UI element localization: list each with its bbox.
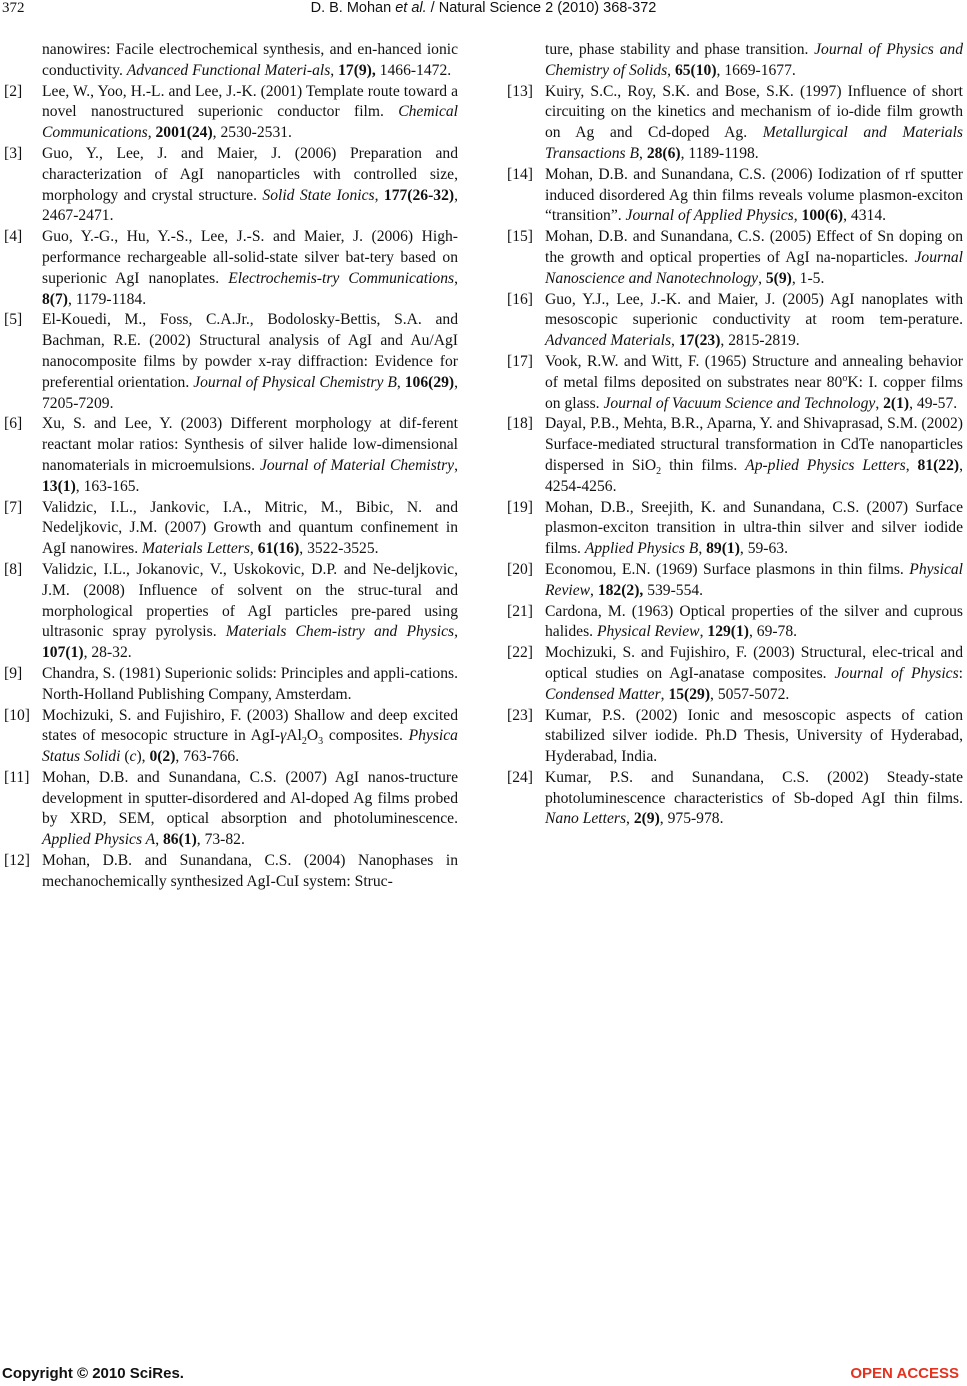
reference-text <box>42 560 458 664</box>
reference-text-segment: Electrochemis-try Communications <box>228 269 455 287</box>
reference-text-segment: Journal Nanoscience and Nanotechnology <box>545 248 963 287</box>
reference-text-segment: , 1-5. <box>791 269 825 287</box>
reference-text-segment: 2(9) <box>633 810 660 828</box>
reference-number: [22] <box>507 644 533 662</box>
reference-text-segment: Al <box>286 727 302 745</box>
reference-text <box>42 82 458 144</box>
reference-text <box>545 290 963 352</box>
reference-text-segment: , <box>396 373 405 391</box>
reference-entry <box>507 602 963 644</box>
reference-text-segment: Mohan, D.B. and Sunandana, C.S. (2007) AgI nanos-tructure development in sputter-disordered and Al-doped Ag films probed by XRD, SEM, optical absorption and photoluminescence. <box>42 768 458 828</box>
reference-text-segment: c <box>129 748 137 766</box>
reference-text-segment: 2001(24) <box>155 124 213 142</box>
reference-text-segment: 86(1) <box>162 831 197 849</box>
reference-text-segment: Materials Letters <box>142 540 250 558</box>
reference-number: [10] <box>4 706 30 724</box>
reference-text-segment: 65(10) <box>674 61 717 79</box>
reference-text-segment: , <box>667 61 675 79</box>
reference-text-segment: , <box>793 207 802 225</box>
references-left-column <box>4 40 458 893</box>
references-right-column <box>507 40 963 830</box>
reference-text-segment: , 1179-1184. <box>67 290 147 308</box>
reference-text-segment: 539-554. <box>643 581 704 599</box>
reference-text-segment: Chandra, S. (1981) Superionic solids: Principles and appli-cations. North-Holland Publishing Company, Amsterdam. <box>42 664 458 703</box>
reference-number: [19] <box>507 498 533 516</box>
reference-text-segment: , 2815-2819. <box>720 332 800 350</box>
running-head-authors: D. B. Mohan <box>310 0 396 16</box>
reference-text-segment: 106(29) <box>404 373 455 391</box>
reference-text-segment: Nano Letters <box>545 810 627 828</box>
reference-text-segment: γ <box>280 727 287 745</box>
reference-text-segment: Mohan, D.B. and Sunandana, C.S. (2004) Nanophases in mechanochemically synthesized AgI-CuI system: Struc- <box>42 852 458 890</box>
reference-entry <box>507 165 963 227</box>
reference-text-segment: Kuiry, S.C., Roy, S.K. and Bose, S.K. (1997) Influence of short circuiting on the kinetics and mechanism of io-dide film growth on Ag and Cd-doped Ag. <box>545 82 963 142</box>
running-head <box>0 0 967 16</box>
reference-entry <box>507 352 963 414</box>
reference-number: [13] <box>507 82 533 100</box>
reference-text-segment: , <box>639 144 647 162</box>
reference-text-segment: Journal of Vacuum Science and Technology <box>603 394 876 412</box>
reference-entry <box>4 664 458 706</box>
reference-entry <box>4 706 458 768</box>
reference-text-segment: , <box>758 269 766 287</box>
reference-text-segment: Dayal, P.B., Mehta, B.R., Aparna, Y. and Shivaprasad, S.M. (2002) Surface-mediated structural transformation in CdTe nanoparticles dispersed in SiO <box>545 415 963 474</box>
reference-text-segment: , 4254-4256. <box>545 456 963 495</box>
reference-text-segment: , <box>454 623 459 641</box>
reference-text-segment: , 975-978. <box>659 810 724 828</box>
reference-number <box>507 40 545 82</box>
reference-text-segment: 1466-1472. <box>375 61 452 79</box>
reference-text-segment: Journal of Physics and Chemistry of Solids <box>545 41 963 79</box>
reference-text-segment: nanowires: Facile electrochemical synthesis, and en-hanced ionic conductivity. <box>42 41 458 79</box>
reference-text-segment: 89(1) <box>706 540 740 558</box>
reference-text <box>42 664 458 706</box>
reference-text-segment: Kumar, P.S. (2002) Ionic and mesoscopic aspects of cation stabilized silver iodide. Ph.D Thesis, University of Hyderabad, Hyderabad, India. <box>545 706 963 766</box>
reference-text-segment: 2(1) <box>883 394 910 412</box>
page-number: 372 <box>2 0 25 16</box>
reference-text <box>545 643 963 705</box>
reference-text-segment: Applied Physics A <box>42 831 156 849</box>
reference-text-segment: , 5057-5072. <box>710 685 790 703</box>
reference-text-segment: 28(6) <box>646 144 681 162</box>
reference-entry <box>507 82 963 165</box>
reference-number: [20] <box>507 560 533 578</box>
reference-entry <box>4 82 458 144</box>
reference-text <box>42 144 458 227</box>
reference-text-segment: , <box>905 456 918 474</box>
reference-text-segment: Vook, R.W. and Witt, F. (1965) Structure and annealing behavior of metal films deposited on substrates near 80 <box>545 352 963 391</box>
reference-text <box>545 352 963 414</box>
reference-text-segment: , <box>875 394 884 412</box>
reference-text-segment: , 49-57. <box>909 394 958 412</box>
reference-text-segment: Physical Review <box>545 560 963 599</box>
reference-number: [17] <box>507 352 533 370</box>
reference-text-segment: , <box>330 61 339 79</box>
reference-text-segment: 100(6) <box>801 207 844 225</box>
reference-text-segment: , 59-63. <box>739 540 788 558</box>
reference-text-segment: ), <box>136 748 150 766</box>
reference-entry <box>507 706 963 768</box>
reference-text-segment: Journal of Physical Chemistry B <box>193 373 397 391</box>
reference-entry <box>4 498 458 560</box>
reference-text <box>545 414 963 497</box>
reference-text-segment: Condensed Matter <box>545 685 661 703</box>
reference-text <box>545 165 963 227</box>
reference-text <box>42 310 458 414</box>
reference-text-segment: Physical Review <box>596 623 700 641</box>
reference-text-segment: Validzic, I.L., Jokanovic, V., Uskokovic, D.P. and Ne-deljkovic, J.M. (2008) Influence of solvent on the struc-tural and morphological properties of AgI particles pre-pared using ultrasonic spray pyrolysis. <box>42 560 458 641</box>
reference-number: [18] <box>507 415 533 433</box>
reference-text <box>42 414 458 497</box>
reference-text-segment: 15(29) <box>668 685 711 703</box>
reference-text-segment: Validzic, I.L., Jankovic, I.A., Mitric, M., Bibic, N. and Nedeljkovic, J.M. (2007) Growth and quantum confinement in AgI nanowires. <box>42 498 458 558</box>
reference-text <box>545 560 963 602</box>
reference-number: [15] <box>507 228 533 246</box>
reference-text-segment: , 69-78. <box>748 623 798 641</box>
reference-text-segment: , 2530-2531. <box>212 124 292 142</box>
reference-text-segment: composites. <box>323 727 409 745</box>
copyright-notice: Copyright © 2010 SciRes. <box>2 1365 184 1382</box>
reference-text <box>42 227 458 310</box>
reference-text-segment: , 2467-2471. <box>42 186 458 225</box>
reference-number: [12] <box>4 852 30 870</box>
reference-text-segment: 2 <box>656 466 662 478</box>
reference-text-segment: ( <box>120 748 130 766</box>
reference-text-segment: : <box>958 664 963 682</box>
reference-text-segment: 129(1) <box>707 623 749 641</box>
reference-text <box>42 498 458 560</box>
reference-number: [9] <box>4 664 23 682</box>
reference-text-segment: Guo, Y.J., Lee, J.-K. and Maier, J. (2005) AgI nanoplates with mesoscopic superionic conductivity at room tem-perature. <box>545 290 963 329</box>
reference-text-segment: thin films. <box>661 456 746 474</box>
reference-text-segment: 17(23) <box>678 332 721 350</box>
reference-text-segment: , <box>249 540 258 558</box>
reference-entry <box>507 643 963 705</box>
reference-entry <box>507 290 963 352</box>
reference-text-segment: 61(16) <box>257 540 300 558</box>
reference-text-segment: , <box>626 810 634 828</box>
reference-entry <box>4 414 458 497</box>
reference-text-segment: Mohan, D.B., Sreejith, K. and Sunandana, C.S. (2007) Surface plasmon-exciton transition in ultra-thin silver and silver iodide films. <box>545 498 963 558</box>
reference-entry <box>507 498 963 560</box>
reference-text-segment: Chemical Communications <box>42 103 458 142</box>
reference-text-segment: , 763-766. <box>175 748 240 766</box>
reference-text-segment: Journal of Applied Physics <box>625 207 794 225</box>
reference-entry <box>507 227 963 289</box>
reference-number: [14] <box>507 165 533 183</box>
reference-text-segment: 17(9), <box>338 61 376 79</box>
reference-text-segment: , <box>454 269 459 287</box>
reference-text-segment: Advanced Functional Materi-als <box>126 61 331 79</box>
reference-entry <box>507 768 963 830</box>
reference-text-segment: 8(7) <box>42 290 68 308</box>
reference-text-segment: El-Kouedi, M., Foss, C.A.Jr., Bodolosky-Bettis, S.A. and Bachman, R.E. (2002) Structural analysis of AgI and Au/AgI nanocomposite films by powder x-ray diffraction: Evidence for preferential orientation. <box>42 311 458 391</box>
reference-text-segment: , 3522-3525. <box>299 540 379 558</box>
reference-text-segment: , <box>454 456 458 474</box>
reference-entry <box>507 560 963 602</box>
reference-text-segment: , <box>699 623 708 641</box>
reference-number: [6] <box>4 415 23 433</box>
reference-text-segment: , 28-32. <box>83 644 132 662</box>
reference-number: [21] <box>507 602 533 620</box>
reference-text <box>545 82 963 165</box>
open-access-label: OPEN ACCESS <box>850 1365 959 1382</box>
reference-entry <box>507 414 963 497</box>
reference-text <box>545 768 963 830</box>
reference-text-segment: , <box>147 124 156 142</box>
reference-text-segment: 177(26-32) <box>383 186 455 204</box>
reference-number <box>4 40 42 82</box>
reference-text-segment: Materials Chem-istry and Physics <box>225 623 455 641</box>
reference-text-segment: , <box>698 540 707 558</box>
reference-entry <box>4 40 458 82</box>
running-head-et-al: et al. <box>395 0 427 16</box>
reference-text <box>545 498 963 560</box>
reference-text-segment: O <box>306 727 319 745</box>
reference-text-segment: ture, phase stability and phase transition. <box>545 41 815 58</box>
reference-text <box>42 40 458 82</box>
reference-text-segment: , <box>671 332 679 350</box>
reference-entry <box>4 144 458 227</box>
reference-text <box>42 851 458 893</box>
reference-text <box>42 768 458 851</box>
reference-entry <box>4 851 458 893</box>
reference-text-segment: , <box>590 581 598 599</box>
reference-entry <box>4 560 458 664</box>
reference-text-segment: o <box>842 372 848 384</box>
reference-text-segment: 81(22) <box>917 456 960 474</box>
reference-text-segment: Guo, Y., Lee, J. and Maier, J. (2006) Preparation and characterization of AgI nanoparticles with controlled size, morphology and crystal structure. <box>42 144 458 204</box>
reference-text-segment: 13(1) <box>42 477 76 495</box>
reference-text-segment: , 73-82. <box>196 831 245 849</box>
reference-number: [7] <box>4 498 23 516</box>
reference-text <box>545 706 963 768</box>
reference-text-segment: , <box>374 186 384 204</box>
reference-text <box>545 227 963 289</box>
reference-number: [4] <box>4 228 23 246</box>
reference-text <box>545 40 963 82</box>
reference-text-segment: 5(9) <box>765 269 792 287</box>
reference-text-segment: , 163-165. <box>75 477 140 495</box>
reference-text-segment: Mochizuki, S. and Fujishiro, F. (2003) Shallow and deep excited states of mesocopic structure in AgI- <box>42 706 458 745</box>
reference-text-segment: Journal of Physics <box>834 664 959 682</box>
reference-text-segment: , <box>155 831 163 849</box>
reference-number: [3] <box>4 144 23 162</box>
reference-text-segment: Ap-plied Physics Letters <box>745 456 906 474</box>
reference-text-segment: Physica Status Solidi <box>42 727 458 766</box>
reference-entry <box>4 768 458 851</box>
reference-number: [8] <box>4 560 23 578</box>
reference-text-segment: Advanced Materials <box>545 332 672 350</box>
reference-text-segment: 3 <box>318 736 324 748</box>
reference-text-segment: 0(2) <box>149 748 176 766</box>
reference-number: [11] <box>4 768 30 786</box>
reference-number: [2] <box>4 82 23 100</box>
reference-text-segment: Xu, S. and Lee, Y. (2003) Different morphology at dif-ferent reactant molar ratios: Synthesis of silver halide low-dimensional nanomaterials in microemulsions. <box>42 415 458 474</box>
reference-text <box>545 602 963 644</box>
reference-text <box>42 706 458 768</box>
reference-entry <box>4 227 458 310</box>
reference-text-segment: , 1669-1677. <box>716 61 796 79</box>
reference-text-segment: , <box>660 685 669 703</box>
reference-number: [23] <box>507 706 533 724</box>
reference-number: [5] <box>4 311 23 329</box>
reference-text-segment: Cardona, M. (1963) Optical properties of the silver and cuprous halides. <box>545 602 963 641</box>
reference-text-segment: Guo, Y.-G., Hu, Y.-S., Lee, J.-S. and Maier, J. (2006) High-performance rechargeable all-solid-state silver bat-tery based on superionic AgI nanoplates. <box>42 228 458 287</box>
running-head-journal: / Natural Science 2 (2010) 368-372 <box>426 0 657 16</box>
reference-text-segment: Mochizuki, S. and Fujishiro, F. (2003) Structural, elec-trical and optical studies on AgI-anatase composites. <box>545 644 963 682</box>
reference-text-segment: 182(2), <box>597 581 644 599</box>
reference-entry <box>507 40 963 82</box>
reference-text-segment: Mohan, D.B. and Sunandana, C.S. (2006) Iodization of rf sputter induced disordered Ag thin films reveals volume plasmon-exciton “transition”. <box>545 165 963 225</box>
reference-text-segment: , 7205-7209. <box>42 373 459 412</box>
reference-text-segment: K: I. copper films on glass. <box>545 373 963 412</box>
reference-text-segment: Lee, W., Yoo, H.-L. and Lee, J.-K. (2001) Template route toward a novel nanostructured superionic conductor film. <box>42 82 458 121</box>
reference-number: [24] <box>507 768 533 786</box>
reference-text-segment: 2 <box>301 736 307 748</box>
reference-text-segment: , 1189-1198. <box>680 144 759 162</box>
reference-text-segment: Journal of Material Chemistry <box>259 456 455 474</box>
reference-number: [16] <box>507 290 533 308</box>
reference-text-segment: Metallurgical and Materials Transactions B <box>545 124 963 162</box>
reference-text-segment: Kumar, P.S. and Sunandana, C.S. (2002) Steady-state photoluminescence characteristics of Sb-doped AgI thin films. <box>545 768 963 807</box>
reference-text-segment: Solid State Ionics <box>262 186 375 204</box>
reference-text-segment: Mohan, D.B. and Sunandana, C.S. (2005) Effect of Sn doping on the growth and optical properties of AgI na-noparticles. <box>545 228 963 266</box>
reference-text-segment: Economou, E.N. (1969) Surface plasmons in thin films. <box>545 560 910 578</box>
reference-text-segment: Applied Physics B <box>584 540 699 558</box>
reference-entry <box>4 310 458 414</box>
reference-text-segment: 107(1) <box>42 644 84 662</box>
reference-text-segment: , 4314. <box>843 207 887 225</box>
